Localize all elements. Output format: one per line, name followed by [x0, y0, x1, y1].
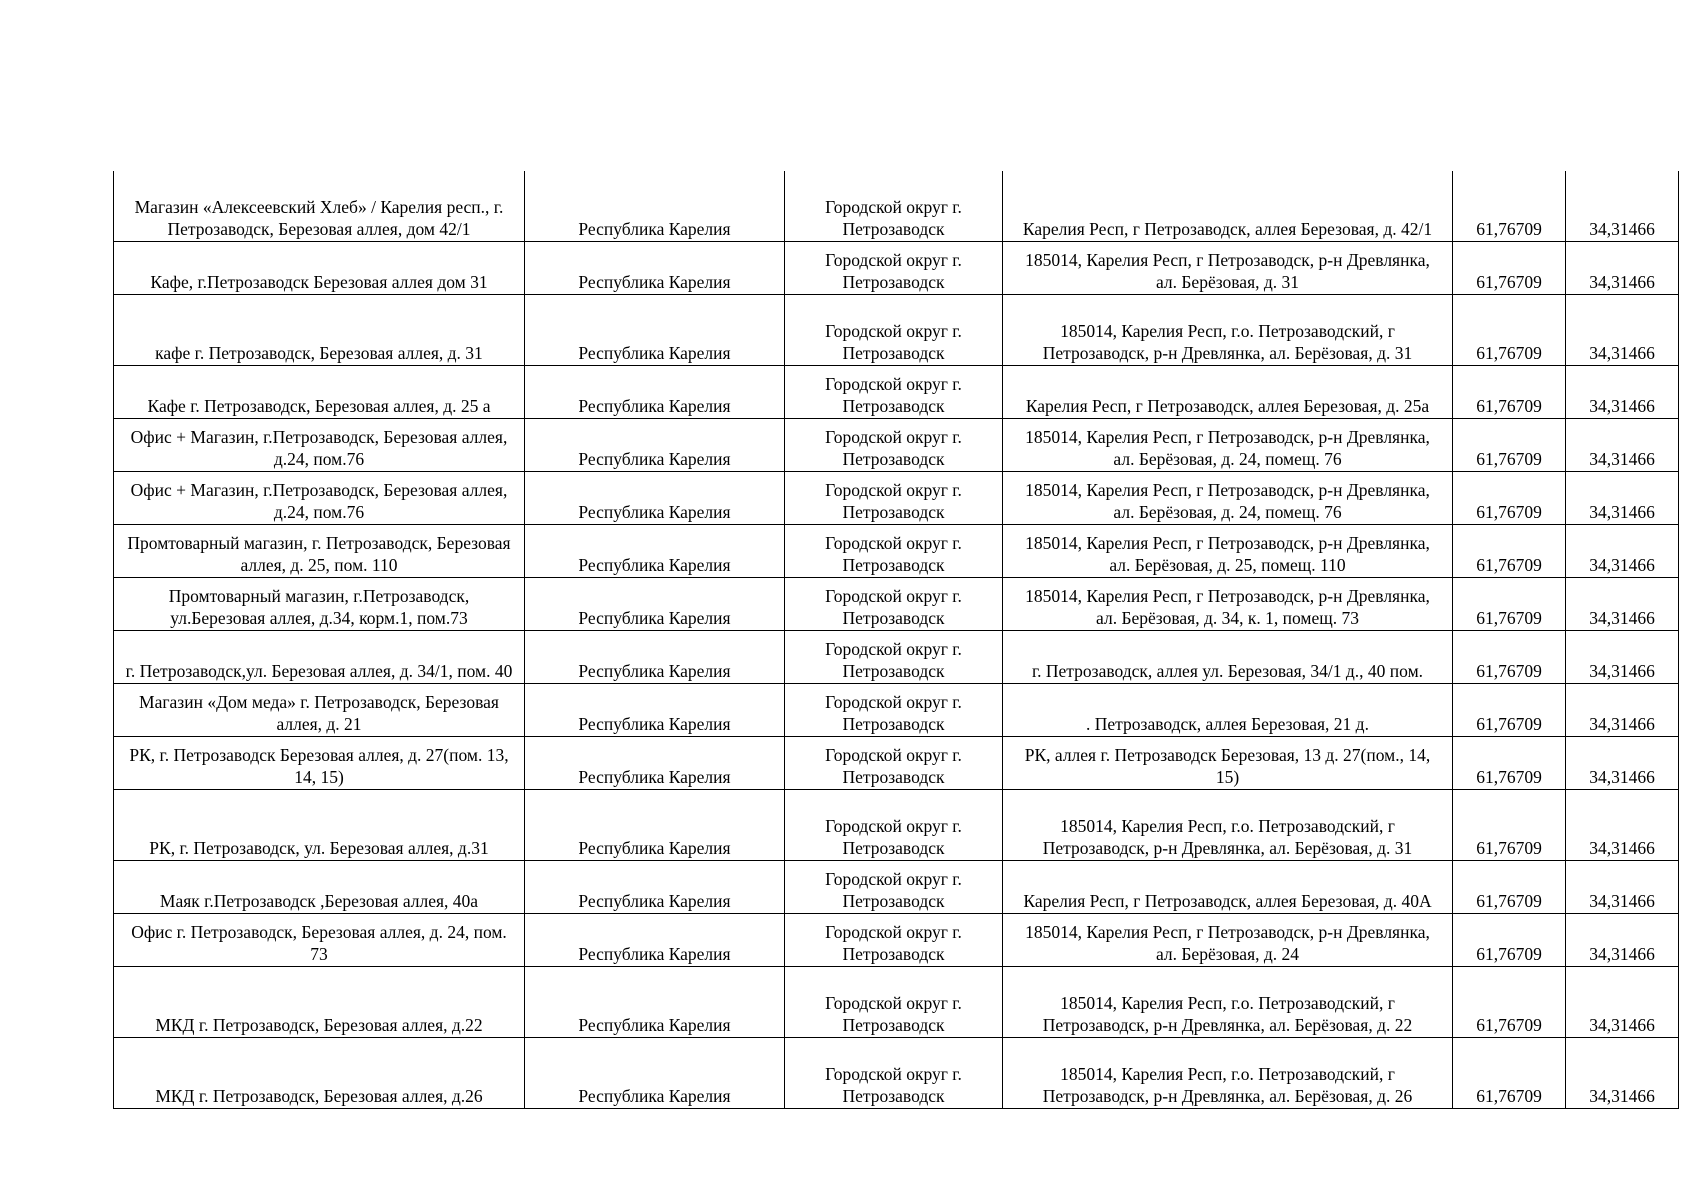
- object-name-cell: Промтоварный магазин, г. Петрозаводск, Березовая аллея, д. 25, пом. 110: [114, 525, 525, 578]
- region-cell: Республика Карелия: [525, 419, 785, 472]
- region-cell: Республика Карелия: [525, 295, 785, 366]
- latitude-cell: 61,76709: [1453, 631, 1566, 684]
- table-row: [114, 525, 1679, 578]
- object-name-cell: г. Петрозаводск,ул. Березовая аллея, д. 34/1, пом. 40: [114, 631, 525, 684]
- address-cell: 185014, Карелия Респ, г.о. Петрозаводский, г Петрозаводск, р-н Древлянка, ал. Берёзовая, д. 31: [1003, 790, 1453, 861]
- object-name-cell: Магазин «Дом меда» г. Петрозаводск, Березовая аллея, д. 21: [114, 684, 525, 737]
- municipality-cell: Городской округ г. Петрозаводск: [785, 861, 1003, 914]
- object-name-cell: Офис + Магазин, г.Петрозаводск, Березовая аллея, д.24, пом.76: [114, 419, 525, 472]
- longitude-cell: 34,31466: [1566, 472, 1679, 525]
- longitude-cell: 34,31466: [1566, 684, 1679, 737]
- object-name-cell: Магазин «Алексеевский Хлеб» / Карелия респ., г. Петрозаводск, Березовая аллея, дом 42/1: [114, 171, 525, 242]
- address-cell: 185014, Карелия Респ, г Петрозаводск, р-н Древлянка, ал. Берёзовая, д. 31: [1003, 242, 1453, 295]
- latitude-cell: 61,76709: [1453, 525, 1566, 578]
- address-cell: . Петрозаводск, аллея Березовая, 21 д.: [1003, 684, 1453, 737]
- table-row: [114, 242, 1679, 295]
- address-cell: 185014, Карелия Респ, г.о. Петрозаводский, г Петрозаводск, р-н Древлянка, ал. Берёзовая, д. 31: [1003, 295, 1453, 366]
- municipality-cell: Городской округ г. Петрозаводск: [785, 631, 1003, 684]
- municipality-cell: Городской округ г. Петрозаводск: [785, 295, 1003, 366]
- latitude-cell: 61,76709: [1453, 242, 1566, 295]
- region-cell: Республика Карелия: [525, 914, 785, 967]
- region-cell: Республика Карелия: [525, 684, 785, 737]
- region-cell: Республика Карелия: [525, 171, 785, 242]
- address-cell: г. Петрозаводск, аллея ул. Березовая, 34/1 д., 40 пом.: [1003, 631, 1453, 684]
- region-cell: Республика Карелия: [525, 631, 785, 684]
- object-name-cell: Маяк г.Петрозаводск ,Березовая аллея, 40а: [114, 861, 525, 914]
- object-name-cell: Промтоварный магазин, г.Петрозаводск, ул.Березовая аллея, д.34, корм.1, пом.73: [114, 578, 525, 631]
- region-cell: Республика Карелия: [525, 366, 785, 419]
- object-name-cell: Офис г. Петрозаводск, Березовая аллея, д. 24, пом. 73: [114, 914, 525, 967]
- object-name-cell: МКД г. Петрозаводск, Березовая аллея, д.26: [114, 1038, 525, 1109]
- table-row: [114, 684, 1679, 737]
- address-cell: 185014, Карелия Респ, г Петрозаводск, р-н Древлянка, ал. Берёзовая, д. 25, помещ. 110: [1003, 525, 1453, 578]
- table-row: [114, 295, 1679, 366]
- table-row: [114, 171, 1679, 242]
- latitude-cell: 61,76709: [1453, 684, 1566, 737]
- address-cell: 185014, Карелия Респ, г Петрозаводск, р-н Древлянка, ал. Берёзовая, д. 24: [1003, 914, 1453, 967]
- address-cell: 185014, Карелия Респ, г.о. Петрозаводский, г Петрозаводск, р-н Древлянка, ал. Берёзовая, д. 26: [1003, 1038, 1453, 1109]
- longitude-cell: 34,31466: [1566, 171, 1679, 242]
- region-cell: Республика Карелия: [525, 242, 785, 295]
- latitude-cell: 61,76709: [1453, 737, 1566, 790]
- region-cell: Республика Карелия: [525, 525, 785, 578]
- municipality-cell: Городской округ г. Петрозаводск: [785, 914, 1003, 967]
- latitude-cell: 61,76709: [1453, 171, 1566, 242]
- longitude-cell: 34,31466: [1566, 914, 1679, 967]
- latitude-cell: 61,76709: [1453, 366, 1566, 419]
- region-cell: Республика Карелия: [525, 967, 785, 1038]
- latitude-cell: 61,76709: [1453, 472, 1566, 525]
- municipality-cell: Городской округ г. Петрозаводск: [785, 967, 1003, 1038]
- address-cell: Карелия Респ, г Петрозаводск, аллея Березовая, д. 42/1: [1003, 171, 1453, 242]
- region-cell: Республика Карелия: [525, 737, 785, 790]
- latitude-cell: 61,76709: [1453, 790, 1566, 861]
- longitude-cell: 34,31466: [1566, 790, 1679, 861]
- object-name-cell: Кафе, г.Петрозаводск Березовая аллея дом 31: [114, 242, 525, 295]
- table-row: [114, 967, 1679, 1038]
- municipality-cell: Городской округ г. Петрозаводск: [785, 419, 1003, 472]
- region-cell: Республика Карелия: [525, 1038, 785, 1109]
- municipality-cell: Городской округ г. Петрозаводск: [785, 525, 1003, 578]
- longitude-cell: 34,31466: [1566, 295, 1679, 366]
- address-cell: 185014, Карелия Респ, г Петрозаводск, р-н Древлянка, ал. Берёзовая, д. 24, помещ. 76: [1003, 419, 1453, 472]
- address-cell: Карелия Респ, г Петрозаводск, аллея Березовая, д. 40А: [1003, 861, 1453, 914]
- longitude-cell: 34,31466: [1566, 525, 1679, 578]
- address-cell: РК, аллея г. Петрозаводск Березовая, 13 д. 27(пом., 14, 15): [1003, 737, 1453, 790]
- object-name-cell: кафе г. Петрозаводск, Березовая аллея, д. 31: [114, 295, 525, 366]
- latitude-cell: 61,76709: [1453, 295, 1566, 366]
- latitude-cell: 61,76709: [1453, 861, 1566, 914]
- object-name-cell: Офис + Магазин, г.Петрозаводск, Березовая аллея, д.24, пом.76: [114, 472, 525, 525]
- address-cell: 185014, Карелия Респ, г.о. Петрозаводский, г Петрозаводск, р-н Древлянка, ал. Берёзовая, д. 22: [1003, 967, 1453, 1038]
- table-row: [114, 578, 1679, 631]
- table-row: [114, 737, 1679, 790]
- latitude-cell: 61,76709: [1453, 578, 1566, 631]
- address-cell: 185014, Карелия Респ, г Петрозаводск, р-н Древлянка, ал. Берёзовая, д. 24, помещ. 76: [1003, 472, 1453, 525]
- table-row: [114, 790, 1679, 861]
- table-row: [114, 914, 1679, 967]
- object-name-cell: Кафе г. Петрозаводск, Березовая аллея, д. 25 а: [114, 366, 525, 419]
- latitude-cell: 61,76709: [1453, 967, 1566, 1038]
- table-row: [114, 419, 1679, 472]
- region-cell: Республика Карелия: [525, 472, 785, 525]
- object-name-cell: РК, г. Петрозаводск Березовая аллея, д. 27(пом. 13, 14, 15): [114, 737, 525, 790]
- object-name-cell: РК, г. Петрозаводск, ул. Березовая аллея, д.31: [114, 790, 525, 861]
- table-row: [114, 1038, 1679, 1109]
- municipality-cell: Городской округ г. Петрозаводск: [785, 737, 1003, 790]
- municipality-cell: Городской округ г. Петрозаводск: [785, 578, 1003, 631]
- longitude-cell: 34,31466: [1566, 578, 1679, 631]
- longitude-cell: 34,31466: [1566, 1038, 1679, 1109]
- longitude-cell: 34,31466: [1566, 861, 1679, 914]
- region-cell: Республика Карелия: [525, 578, 785, 631]
- municipality-cell: Городской округ г. Петрозаводск: [785, 366, 1003, 419]
- latitude-cell: 61,76709: [1453, 914, 1566, 967]
- longitude-cell: 34,31466: [1566, 631, 1679, 684]
- municipality-cell: Городской округ г. Петрозаводск: [785, 790, 1003, 861]
- longitude-cell: 34,31466: [1566, 967, 1679, 1038]
- address-cell: 185014, Карелия Респ, г Петрозаводск, р-н Древлянка, ал. Берёзовая, д. 34, к. 1, помещ. 73: [1003, 578, 1453, 631]
- document-page: [113, 171, 1678, 1109]
- table-row: [114, 366, 1679, 419]
- latitude-cell: 61,76709: [1453, 419, 1566, 472]
- municipality-cell: Городской округ г. Петрозаводск: [785, 684, 1003, 737]
- region-cell: Республика Карелия: [525, 790, 785, 861]
- latitude-cell: 61,76709: [1453, 1038, 1566, 1109]
- table-body: [114, 171, 1679, 1109]
- municipality-cell: Городской округ г. Петрозаводск: [785, 171, 1003, 242]
- table-row: [114, 472, 1679, 525]
- municipality-cell: Городской округ г. Петрозаводск: [785, 472, 1003, 525]
- municipality-cell: Городской округ г. Петрозаводск: [785, 242, 1003, 295]
- longitude-cell: 34,31466: [1566, 419, 1679, 472]
- longitude-cell: 34,31466: [1566, 737, 1679, 790]
- longitude-cell: 34,31466: [1566, 366, 1679, 419]
- address-cell: Карелия Респ, г Петрозаводск, аллея Березовая, д. 25а: [1003, 366, 1453, 419]
- region-cell: Республика Карелия: [525, 861, 785, 914]
- objects-table: [113, 171, 1679, 1109]
- table-row: [114, 631, 1679, 684]
- municipality-cell: Городской округ г. Петрозаводск: [785, 1038, 1003, 1109]
- table-row: [114, 861, 1679, 914]
- longitude-cell: 34,31466: [1566, 242, 1679, 295]
- object-name-cell: МКД г. Петрозаводск, Березовая аллея, д.22: [114, 967, 525, 1038]
